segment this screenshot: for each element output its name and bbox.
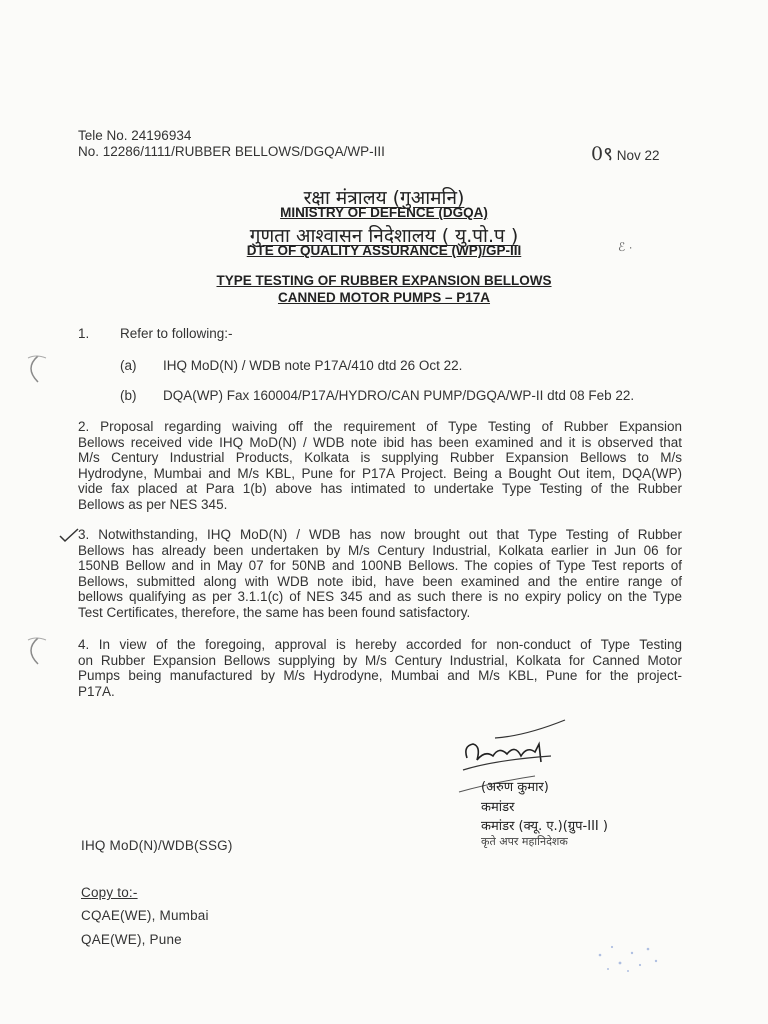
margin-mark: ℰ · bbox=[618, 240, 633, 254]
ref-item-label: (a) bbox=[120, 358, 137, 373]
directorate-title: DTE OF QUALITY ASSURANCE (WP)/GP-III bbox=[246, 243, 522, 258]
ref-item-text: DQA(WP) Fax 160004/P17A/HYDRO/CAN PUMP/DGQA/WP-II dtd 08 Feb 22. bbox=[163, 388, 635, 403]
punch-hole-mark bbox=[20, 350, 60, 390]
subject-line-2: CANNED MOTOR PUMPS – P17A bbox=[277, 290, 491, 305]
punch-hole-mark bbox=[20, 632, 60, 672]
copy-to-item: CQAE(WE), Mumbai bbox=[81, 908, 209, 923]
hindi-directorate-title: गुणता आश्वासन निदेशालय ( यु.पो.प ) bbox=[249, 225, 519, 247]
para-line: on Rubber Expansion Bellows supplying by M/s Century Industrial, Kolkata for Canned Motor bbox=[78, 652, 682, 668]
para-line: Hydrodyne, Mumbai and M/s KBL, Pune for P17A Project. Being a Bought Out item, DQA(WP) bbox=[78, 465, 682, 481]
signatory-name: (अरुण कुमार) bbox=[481, 780, 549, 795]
tele-number: Tele No. 24196934 bbox=[78, 128, 192, 143]
date-day: 0९ bbox=[591, 143, 613, 165]
ministry-title: MINISTRY OF DEFENCE (DGQA) bbox=[280, 205, 488, 220]
para-line: Pumps being manufactured by M/s Hydrodyne, Mumbai and M/s KBL, Pune for the project- bbox=[78, 668, 682, 683]
para-1-text: Refer to following:- bbox=[120, 326, 233, 341]
copy-to-label: Copy to:- bbox=[81, 885, 138, 900]
paragraph-3 bbox=[78, 527, 682, 620]
copy-to-item: QAE(WE), Pune bbox=[81, 932, 182, 947]
para-line: 150NB Bellow and in May 07 for 50NB and 100NB Bellows. The copies of Type Test reports of bbox=[78, 558, 682, 573]
ref-item-label: (b) bbox=[120, 388, 137, 403]
paragraph-4 bbox=[78, 637, 682, 699]
date-month-year: Nov 22 bbox=[616, 148, 660, 163]
para-line: 2. Proposal regarding waiving off the requirement of Type Testing of Rubber Expansion bbox=[78, 419, 682, 434]
faint-stamp-mark bbox=[590, 935, 680, 985]
signatory-designation: कमांडर (क्यू. ए.)(ग्रुप-III ) bbox=[481, 819, 608, 834]
para-1-number: 1. bbox=[78, 326, 90, 341]
paragraph-2 bbox=[78, 419, 682, 512]
para-line: Bellows received vide IHQ MoD(N) / WDB note ibid has been examined and it is observed that bbox=[78, 434, 682, 450]
hindi-ministry-title: रक्षा मंत्रालय (गुआमनि) bbox=[303, 187, 465, 209]
para-line: P17A. bbox=[78, 683, 115, 699]
signatory-for: कृते अपर महानिदेशक bbox=[481, 835, 568, 848]
para-line: Bellows as per NES 345. bbox=[78, 496, 228, 512]
para-line: vide fax placed at Para 1(b) above has intimated to undertake Type Testing of the Rubber bbox=[78, 481, 682, 496]
para-line: Bellows has already been undertaken by M/s Century Industrial, Kolkata earlier in Jun 06 for bbox=[78, 542, 682, 558]
subject-line-1: TYPE TESTING OF RUBBER EXPANSION BELLOWS bbox=[216, 273, 552, 288]
signatory-rank: कमांडर bbox=[481, 800, 515, 815]
para-line: Test Certificates, therefore, the same has been found satisfactory. bbox=[78, 604, 471, 620]
para-line: Bellows, submitted along with WDB note ibid, have been examined and the entire range of bbox=[78, 573, 682, 589]
para-line: bellows qualifying as per 3.1.1(c) of NES 345 and as such there is no expiry policy on the Type bbox=[78, 589, 682, 604]
letter-date bbox=[591, 140, 660, 166]
para-line: 4. In view of the foregoing, approval is hereby accorded for non-conduct of Type Testing bbox=[78, 637, 682, 652]
ref-item-text: IHQ MoD(N) / WDB note P17A/410 dtd 26 Oct 22. bbox=[163, 358, 463, 373]
addressee: IHQ MoD(N)/WDB(SSG) bbox=[81, 838, 233, 853]
reference-number: No. 12286/1111/RUBBER BELLOWS/DGQA/WP-III bbox=[78, 144, 385, 159]
para-line: M/s Century Industrial Products, Kolkata is supplying Rubber Expansion Bellows to M/s bbox=[78, 450, 682, 465]
para-line: 3. Notwithstanding, IHQ MoD(N) / WDB has now brought out that Type Testing of Rubber bbox=[78, 527, 682, 542]
